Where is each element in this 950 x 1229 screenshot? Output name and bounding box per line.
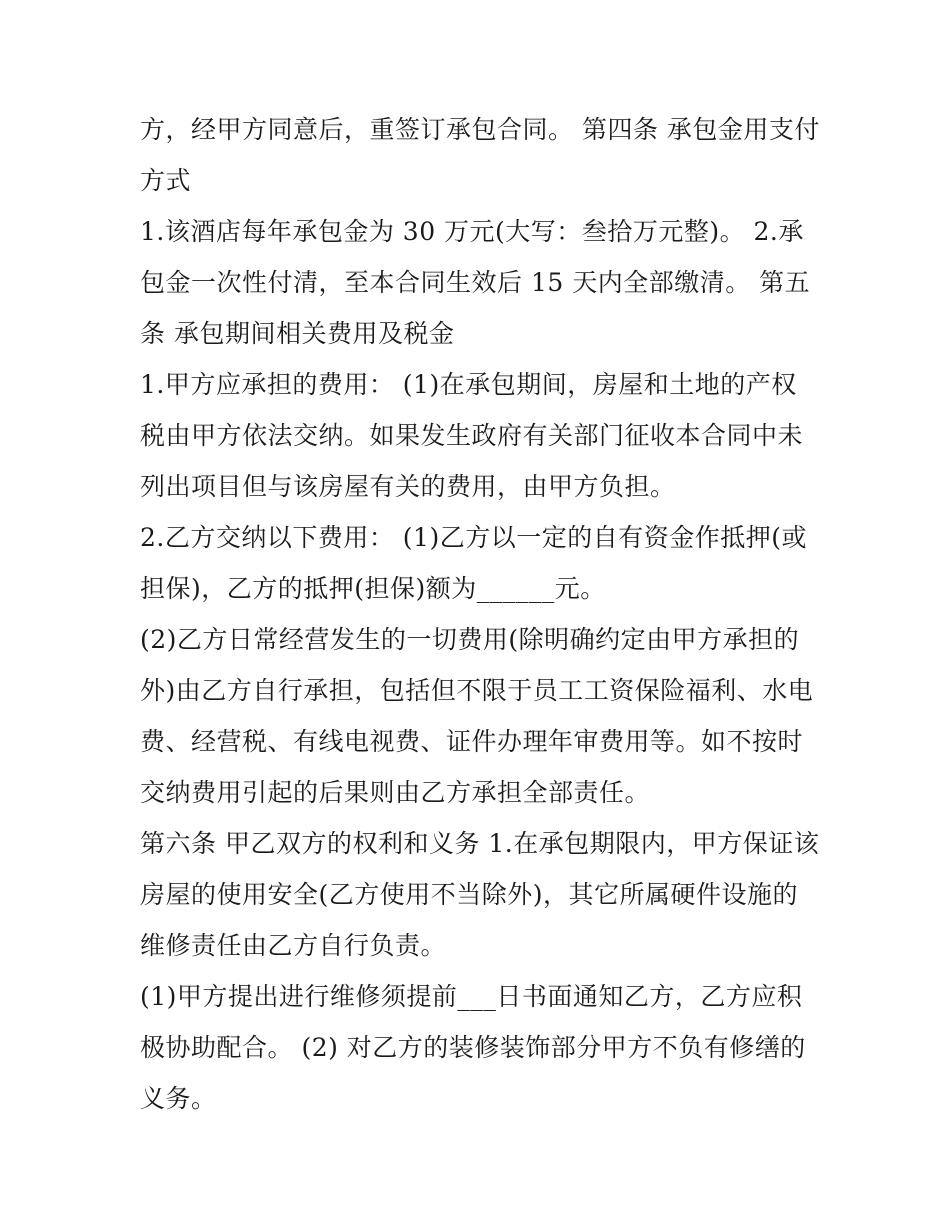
- document-body: [140, 104, 820, 1124]
- paragraph-fee-amount: 1.该酒店每年承包金为 30 万元(大写：叁拾万元整)。 2.承包金一次性付清，至本合同生效后 15 天内全部缴清。 第五条 承包期间相关费用及税金: [140, 217, 811, 348]
- paragraph-article-4-heading: 方，经甲方同意后，重签订承包合同。 第四条 承包金用支付方式: [140, 115, 820, 195]
- paragraph-party-b-fees: 2.乙方交纳以下费用： (1)乙方以一定的自有资金作抵押(或担保)，乙方的抵押(担保)额为______元。: [140, 523, 807, 603]
- paragraph-maintenance: (1)甲方提出进行维修须提前___日书面通知乙方，乙方应积极协助配合。 (2) 对乙方的装修装饰部分甲方不负有修缮的义务。: [140, 982, 806, 1113]
- paragraph-operating-costs: (2)乙方日常经营发生的一切费用(除明确约定由甲方承担的外)由乙方自行承担，包括但不限于员工工资保险福利、水电费、经营税、有线电视费、证件办理年审费用等。如不按时交纳费用引起的后果则由乙方承担全部责任。: [140, 625, 814, 807]
- paragraph-party-a-fees: 1.甲方应承担的费用： (1)在承包期间，房屋和土地的产权税由甲方依法交纳。如果发生政府有关部门征收本合同中未列出项目但与该房屋有关的费用，由甲方负担。: [140, 370, 804, 501]
- paragraph-article-6: 第六条 甲乙双方的权利和义务 1.在承包期限内，甲方保证该房屋的使用安全(乙方使用不当除外)，其它所属硬件设施的维修责任由乙方自行负责。: [140, 829, 820, 960]
